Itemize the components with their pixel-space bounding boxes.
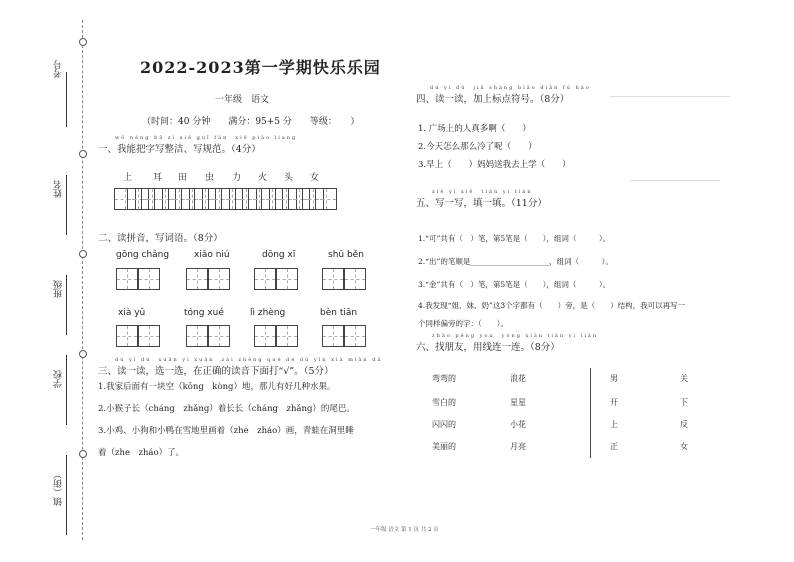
question-line: 2.“出”的笔顺是_____________________，组词（ ）。 — [418, 257, 613, 266]
sidebar-label-school: 学校 — [54, 370, 64, 388]
section3-pinyin: dú yi dú xuǎn yi xuǎn zài zhèng què de dú yīn xià miàn dǎ — [115, 357, 383, 363]
match-item[interactable]: 上 — [610, 420, 618, 429]
pinyin-word: xiǎo niú — [194, 250, 230, 260]
tianzige-box[interactable] — [254, 268, 276, 290]
scan-noise — [630, 180, 720, 181]
sidebar-label-town: 镇（街） — [54, 470, 64, 506]
sidebar-label-class: 班级 — [54, 280, 64, 298]
sidebar-line — [66, 175, 67, 235]
section3-heading: 三、读一读，选一选，在正确的读音下面打“√”。（5分） — [98, 366, 334, 377]
tianzige-box[interactable] — [315, 188, 337, 210]
tianzige-box[interactable] — [116, 325, 138, 347]
sidebar-label-name: 姓名 — [54, 180, 64, 198]
question-line: 1.“可”共有（ ）笔，第5笔是（ ），组词（ ）。 — [418, 234, 611, 243]
match-item[interactable]: 美丽的 — [432, 442, 456, 451]
question-line: 2.今天怎么那么冷了呢（ ） — [418, 142, 537, 152]
match-item[interactable]: 浪花 — [510, 374, 526, 383]
section6-heading: 六、找朋友，用线连一连。（8分） — [416, 342, 560, 353]
model-char: 力 — [232, 173, 242, 183]
tianzige-box[interactable] — [208, 268, 230, 290]
match-item[interactable]: 雪白的 — [432, 398, 456, 407]
match-item[interactable]: 正 — [610, 442, 618, 451]
grade-subject: 一年级 语文 — [215, 95, 270, 105]
binding-hole — [79, 450, 87, 458]
section4-pinyin: dú yi dú jiā shàng biāo diǎn fú hào — [430, 85, 591, 91]
binding-hole — [79, 38, 87, 46]
section1-pinyin: wǒ néng bǎ zì xiě guī fàn xiě piào liang — [115, 135, 298, 141]
match-item[interactable]: 女 — [680, 442, 688, 451]
pinyin-word: dōng xī — [262, 250, 296, 260]
tianzige-box[interactable] — [276, 268, 298, 290]
section4-heading: 四、读一读，加上标点符号。（8分） — [416, 94, 570, 105]
section6-pinyin: zhǎo péng you yòng xiàn lián yi lián — [432, 333, 599, 339]
question-line: 2.小猴子长（cháng zhǎng）着长长（cháng zhǎng）的尾巴。 — [98, 404, 355, 414]
tianzige-box[interactable] — [186, 268, 208, 290]
sidebar-line — [66, 455, 67, 535]
tianzige-box[interactable] — [344, 325, 366, 347]
section5-heading: 五、写一写，填一填。（11分） — [416, 198, 547, 209]
model-char: 耳 — [153, 173, 163, 183]
binding-hole — [79, 350, 87, 358]
exam-meta: （时间：40 分钟 满分：95+5 分 等级： ） — [142, 117, 360, 127]
match-item[interactable]: 闪闪的 — [432, 420, 456, 429]
pinyin-word: lì zhèng — [250, 308, 286, 318]
tianzige-box[interactable] — [344, 268, 366, 290]
match-item[interactable]: 开 — [610, 398, 618, 407]
model-char: 上 — [123, 173, 133, 183]
binding-hole — [79, 250, 87, 258]
binding-hole — [79, 150, 87, 158]
sidebar-line — [66, 355, 67, 425]
question-line: 3.小鸡、小狗和小鸭在雪地里画着（zhe zháo）画，青蛙在洞里睡 — [98, 426, 354, 436]
tianzige-box[interactable] — [186, 325, 208, 347]
pinyin-word: bèn tiān — [320, 308, 358, 318]
question-line: 3.“金”共有（ ）笔，第5笔是（ ），组词（ ）。 — [418, 280, 611, 289]
match-item[interactable]: 下 — [680, 398, 688, 407]
pinyin-word: xià yǔ — [118, 308, 146, 318]
question-line: 4.我发现“姐、妹、奶”这3个字都有（ ）旁，是（ ）结构，我可以再写一 — [418, 301, 686, 310]
pinyin-word: shū běn — [328, 250, 364, 260]
section2-heading: 二、读拼音，写词语。（8分） — [98, 233, 223, 244]
match-item[interactable]: 月亮 — [510, 442, 526, 451]
section1-heading: 一、我能把字写整洁、写规范。（4分） — [98, 144, 261, 155]
match-item[interactable]: 小花 — [510, 420, 526, 429]
match-item[interactable]: 反 — [680, 420, 688, 429]
tianzige-box[interactable] — [254, 325, 276, 347]
match-item[interactable]: 男 — [610, 374, 618, 383]
model-char: 虫 — [205, 173, 215, 183]
match-item[interactable]: 星星 — [510, 398, 526, 407]
tianzige-box[interactable] — [322, 325, 344, 347]
question-line: 个同样偏旁的字：（ ）。 — [418, 319, 508, 328]
tianzige-box[interactable] — [116, 268, 138, 290]
scan-noise — [610, 96, 730, 97]
question-line: 1.我家后面有一块空（kōng kòng）地，那儿有好几种水果。 — [98, 382, 336, 392]
page-title: 2022-2023第一学期快乐乐园 — [140, 58, 381, 77]
model-char: 头 — [284, 173, 294, 183]
model-char: 女 — [310, 173, 320, 183]
question-line: 1. 广场上的人真多啊（ ） — [418, 124, 531, 134]
sidebar-line — [66, 275, 67, 335]
page-footer: 一年级 语文 第 1 页 共 2 页 — [370, 527, 439, 533]
tianzige-box[interactable] — [322, 268, 344, 290]
tianzige-box[interactable] — [276, 325, 298, 347]
section5-pinyin: xiě yi xiě tián yi tián — [432, 189, 533, 195]
match-item[interactable]: 弯弯的 — [432, 374, 456, 383]
tianzige-box[interactable] — [138, 268, 160, 290]
pinyin-word: gōng chǎng — [116, 250, 170, 260]
question-line: 3.早上（ ）妈妈送我去上学（ ） — [418, 160, 571, 170]
column-divider — [590, 368, 591, 458]
model-char: 火 — [258, 173, 268, 183]
tianzige-box[interactable] — [208, 325, 230, 347]
model-char: 田 — [178, 173, 188, 183]
sidebar-line — [66, 72, 67, 127]
cut-line — [82, 20, 83, 540]
pinyin-word: tóng xué — [184, 308, 224, 318]
tianzige-box[interactable] — [138, 325, 160, 347]
sidebar-label-exam-number: 考号 — [54, 60, 64, 78]
question-line: 着（zhe zháo）了。 — [98, 448, 185, 458]
match-item[interactable]: 关 — [680, 374, 688, 383]
